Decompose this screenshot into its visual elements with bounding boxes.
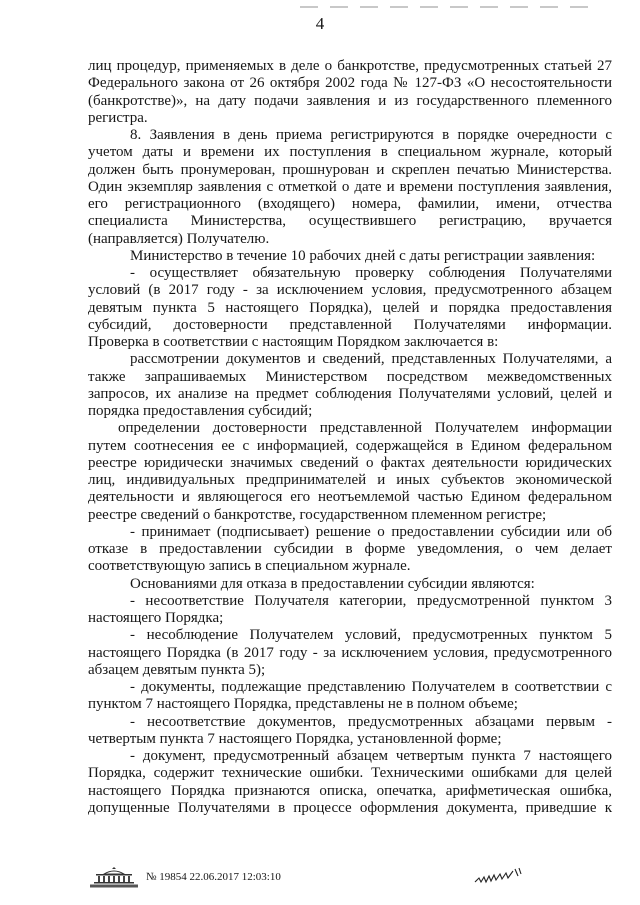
text-line: его регистрационного (входящего) номера, фамилии, имени, отчества xyxy=(88,196,612,212)
text-line: настоящего Порядка признаются описка, опечатка, арифметическая ошибка, xyxy=(88,782,612,799)
top-border-rule xyxy=(300,6,600,8)
text-line: реестре сведений о банкротстве, государственном племенном регистре; xyxy=(88,506,547,523)
text-line: допущенные Получателями в процессе оформления документа, приведшие к xyxy=(88,799,612,816)
text-line: четвертым пункта 7 настоящего Порядка, установленной форме; xyxy=(88,730,502,747)
document-body xyxy=(88,58,612,817)
text-line: также запрашиваемых Министерством посредством межведомственных xyxy=(88,368,612,385)
text-line: - несоответствие документов, предусмотренных абзацами первым - xyxy=(130,713,612,730)
text-line: Порядка, содержит технические ошибки. Техническими ошибками для целей xyxy=(88,765,612,782)
text-line: лиц процедур, применяемых в деле о банкротстве, предусмотренных статьей 27 xyxy=(88,58,612,74)
text-line: - несоблюдение Получателем условий, предусмотренных пунктом 5 xyxy=(130,627,612,644)
text-line: абзацем девятым пункта 5); xyxy=(88,661,266,678)
text-line: - несоответствие Получателя категории, предусмотренной пунктом 3 xyxy=(130,592,612,609)
text-line: (банкротстве)», на дату подачи заявления и из государственного племенного xyxy=(88,92,612,109)
text-line: пунктом 7 настоящего Порядка, представлены не в полном объеме; xyxy=(88,696,518,713)
text-line: специалиста Министерства, осуществившего регистрацию, вручается xyxy=(88,213,612,230)
text-line: Федерального закона от 26 октября 2002 года № 127-ФЗ «О несостоятельности xyxy=(88,75,612,92)
text-line: отказе в предоставлении субсидии в форме уведомления, о чем делает xyxy=(88,541,612,557)
registration-stamp-text: № 19854 22.06.2017 12:03:10 xyxy=(146,871,281,883)
text-line: определении достоверности представленной Получателем информации xyxy=(118,420,612,437)
text-line: запросов, их анализе на предмет соблюдения Получателями условий, целей и xyxy=(88,385,612,402)
text-line: порядка предоставления субсидий; xyxy=(88,403,313,419)
text-line: девятым пункта 5 настоящего Порядка), целей и порядка предоставления xyxy=(88,299,612,316)
text-line: соответствующую запись в специальном журнале. xyxy=(88,558,411,575)
text-line: - документ, предусмотренный абзацем четвертым пункта 7 настоящего xyxy=(130,748,612,764)
text-line: регистра. xyxy=(88,109,148,126)
text-line: - осуществляет обязательную проверку соблюдения Получателями xyxy=(130,265,612,281)
text-line: настоящего Порядка; xyxy=(88,610,224,626)
text-line: 8. Заявления в день приема регистрируются в порядке очередности с xyxy=(130,127,612,143)
text-line: деятельности и являющегося его неотъемлемой частью Едином федеральном xyxy=(88,489,612,506)
text-line: реестре юридически значимых сведений о фактах деятельности юридических xyxy=(88,454,612,471)
handwritten-mark-icon xyxy=(473,866,523,888)
text-line: должен быть пронумерован, прошнурован и скреплен печатью Министерства. xyxy=(88,161,612,178)
text-line: Основаниями для отказа в предоставлении субсидии являются: xyxy=(130,575,535,592)
text-line: Проверка в соответствии с настоящим Порядком заключается в: xyxy=(88,334,499,350)
text-line: лиц, индивидуальных предпринимателей и иных субъектов экономической xyxy=(88,472,612,488)
text-line: - документы, подлежащие представлению Получателем в соответствии с xyxy=(130,679,612,695)
text-line: субсидий, достоверности представленной Получателями информации. xyxy=(88,316,612,333)
text-line: настоящего Порядка (в 2017 году - за исключением условия, предусмотренного xyxy=(88,644,612,661)
text-line: путем соотнесения ее с информацией, содержащейся в Едином федеральном xyxy=(88,437,612,454)
text-line: условий (в 2017 году - за исключением условия, предусмотренного абзацем xyxy=(88,282,612,299)
registration-footer xyxy=(88,866,618,890)
government-building-icon xyxy=(88,866,140,888)
text-line: Один экземпляр заявления с отметкой о дате и времени поступления заявления, xyxy=(88,178,612,195)
text-line: учетом даты и времени их поступления в специальном журнале, который xyxy=(88,144,612,161)
text-line: - принимает (подписывает) решение о предоставлении субсидии или об xyxy=(130,523,612,540)
page-number: 4 xyxy=(315,14,325,33)
text-line: рассмотрении документов и сведений, представленных Получателями, а xyxy=(130,351,612,368)
text-line: (направляется) Получателю. xyxy=(88,230,270,247)
text-line: Министерство в течение 10 рабочих дней с даты регистрации заявления: xyxy=(130,247,596,264)
